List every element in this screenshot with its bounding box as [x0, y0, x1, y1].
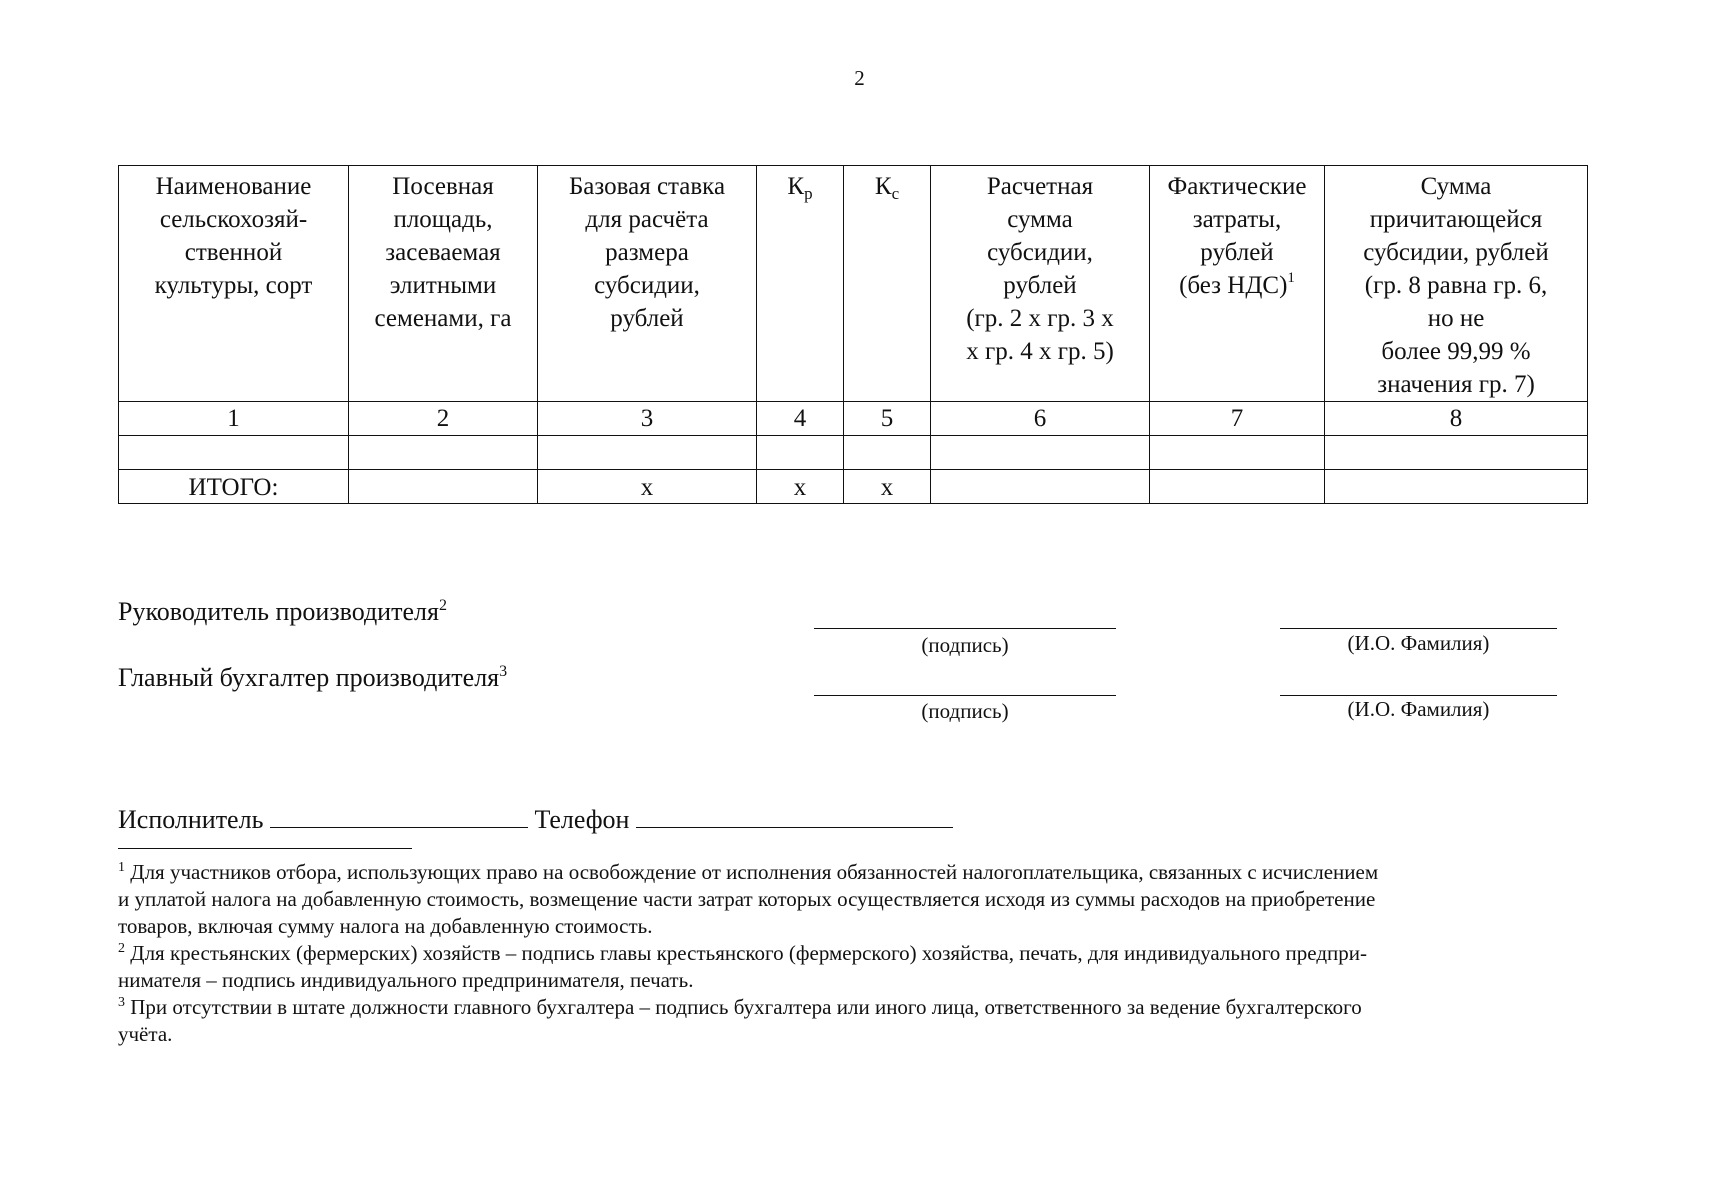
accountant-signature-label: Главный бухгалтер производителя$^3$ [118, 663, 508, 692]
total-label: ИТОГО: [119, 470, 349, 504]
table-header-row [119, 166, 1588, 402]
empty-cell[interactable] [538, 436, 757, 470]
total-cell[interactable] [1325, 470, 1588, 504]
column-number: 3 [538, 402, 757, 436]
head-signature-line[interactable] [814, 628, 1116, 629]
header-subsidy-due: Сумма причитающейся субсидии, рублей (гр. 8 равна гр. 6, но не более 99,99 % значения гр. 7) [1325, 166, 1588, 402]
column-number: 5 [844, 402, 931, 436]
total-row [119, 470, 1588, 504]
accountant-signature-line[interactable] [814, 695, 1116, 696]
footnotes [118, 859, 1618, 1048]
accountant-name-line[interactable] [1280, 695, 1557, 696]
empty-cell[interactable] [349, 436, 538, 470]
signature-caption: (подпись) [921, 633, 1009, 657]
phone-field[interactable] [636, 800, 953, 828]
total-cell[interactable] [1150, 470, 1325, 504]
total-cell: х [844, 470, 931, 504]
footnote-2: $^2$ Для крестьянских (фермерских) хозяйств – подпись главы крестьянского (фермерского) хозяйства, печать, для индивидуального предпри- нимателя – подпись индивидуального предпринимателя, печать. [118, 941, 1367, 992]
signature-caption: (подпись) [921, 699, 1009, 723]
header-calculated-sum: Расчетная сумма субсидии, рублей (гр. 2 х гр. 3 х х гр. 4 х гр. 5) [931, 166, 1150, 402]
empty-cell[interactable] [757, 436, 844, 470]
total-cell: х [757, 470, 844, 504]
empty-cell[interactable] [844, 436, 931, 470]
column-number: 7 [1150, 402, 1325, 436]
column-number: 1 [119, 402, 349, 436]
empty-cell[interactable] [119, 436, 349, 470]
header-kp: $К_р$ [757, 166, 844, 402]
footnote-3: $^3$ При отсутствии в штате должности главного бухгалтера – подпись бухгалтера или иного лица, ответственного за ведение бухгалтерского учёта. [118, 995, 1362, 1046]
head-name-line[interactable] [1280, 628, 1557, 629]
head-signature-label: Руководитель производителя$^2$ [118, 597, 447, 626]
name-caption: (И.О. Фамилия) [1347, 631, 1490, 655]
total-cell: х [538, 470, 757, 504]
empty-cell[interactable] [1150, 436, 1325, 470]
empty-cell[interactable] [931, 436, 1150, 470]
footnote-separator [118, 848, 412, 849]
column-number: 8 [1325, 402, 1588, 436]
executor-label: Исполнитель [118, 805, 264, 834]
name-caption: (И.О. Фамилия) [1347, 697, 1490, 721]
subsidy-table [118, 165, 1588, 504]
executor-field[interactable] [270, 800, 528, 828]
column-number: 6 [931, 402, 1150, 436]
phone-label: Телефон [534, 805, 630, 834]
column-number: 2 [349, 402, 538, 436]
header-kc: $К_с$ [844, 166, 931, 402]
executor-line [118, 800, 953, 836]
header-base-rate: Базовая ставка для расчёта размера субсидии, рублей [538, 166, 757, 402]
header-crop-name: Наименование сельскохозяй- ственной культуры, сорт [119, 166, 349, 402]
header-sown-area: Посевная площадь, засеваемая элитными семенами, га [349, 166, 538, 402]
total-cell[interactable] [349, 470, 538, 504]
empty-cell[interactable] [1325, 436, 1588, 470]
data-row-empty [119, 436, 1588, 470]
page-number: 2 [854, 66, 865, 90]
footnote-1: $^1$ Для участников отбора, использующих право на освобождение от исполнения обязанностей налогоплательщика, связанных с исчислением и уплатой налога на добавленную стоимость, возмещение части затрат которых осуществляется исходя из суммы расходов на приобретение товаров, включая сумму налога на добавленную стоимость. [118, 860, 1379, 938]
total-cell[interactable] [931, 470, 1150, 504]
column-number-row [119, 402, 1588, 436]
header-actual-costs: Фактические затраты, рублей (без НДС)$^1$ [1150, 166, 1325, 402]
column-number: 4 [757, 402, 844, 436]
